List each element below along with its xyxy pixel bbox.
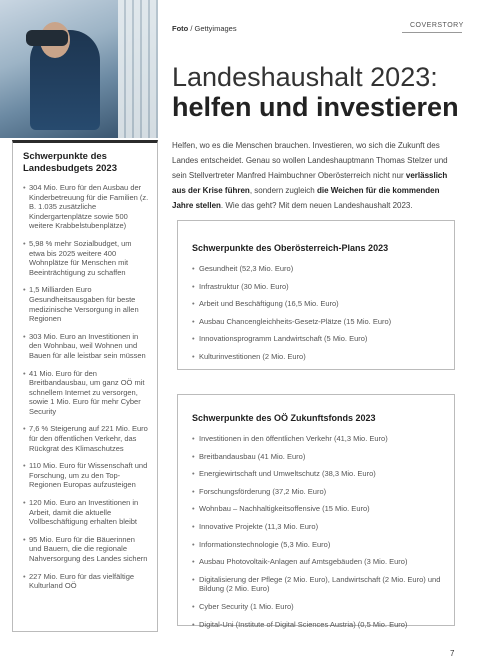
list-item: • 1,5 Milliarden Euro Gesundheitsausgaben für beste medizinische Versorgung in allen Regionen (23, 285, 149, 323)
list-item: • Cyber Security (1 Mio. Euro) (192, 602, 454, 612)
list-item: • Kulturinvestitionen (2 Mio. Euro) (192, 352, 454, 370)
list-item: • Informationstechnologie (5,3 Mio. Euro) (192, 540, 454, 550)
ooe-plan-heading: Schwerpunkte des Oberösterreich-Plans 2023 (192, 243, 389, 253)
intro-text-3: . Wie das geht? Mit dem neuen Landeshaushalt 2023. (220, 201, 413, 210)
list-item: • 120 Mio. Euro an Investitionen in Arbeit, damit die aktuelle Vollbeschäftigung erhalten bleibt (23, 498, 149, 527)
page-number: 7 (450, 649, 455, 658)
sidebar-heading: Schwerpunkte des Landesbudgets 2023 (23, 151, 117, 174)
list-item: • 304 Mio. Euro für den Ausbau der Kinderbetreuung für die Familien (z. B. 1.035 zusätzliche Kindergartenplätze sowie 500 weitere Krabbelstubenplätze) (23, 183, 149, 231)
list-item: • 303 Mio. Euro an Investitionen in den Wohnbau, weil Wohnen und Bauen für alle leistbar sein müssen (23, 332, 149, 361)
photo-background-structure (118, 0, 158, 138)
intro-text-1: Helfen, wo es die Menschen brauchen. Investieren, wo sich die Zukunft des Landes entscheidet. Genau so wollen Landeshauptmann Thomas Stelzer und sein Stellvertreter Manfred Haimbuchner Oberösterreich nicht nur (172, 141, 448, 180)
list-item: • 95 Mio. Euro für die Bäuerinnen und Bauern, die die regionale Nahversorgung des Landes sichern (23, 535, 149, 564)
ooe-plan-list (192, 264, 454, 369)
list-item: • Breitbandausbau (41 Mio. Euro) (192, 452, 454, 462)
ooe-plan-box (177, 220, 455, 370)
list-item: • Ausbau Chancengleichheits-Gesetz-Plätze (15 Mio. Euro) (192, 317, 454, 335)
list-item: • 41 Mio. Euro für den Breitbandausbau, um ganz OÖ mit schnellem Internet zu versorgen, sowie 1 Mio. Euro für mehr Cyber Security (23, 369, 149, 417)
list-item: • Forschungsförderung (37,2 Mio. Euro) (192, 487, 454, 497)
list-item: • Digital-Uni (Institute of Digital Sciences Austria) (0,5 Mio. Euro) (192, 620, 454, 630)
list-item: • 5,98 % mehr Sozialbudget, um etwa bis 2025 weitere 400 Wohnplätze für Menschen mit Beeinträchtigung zu schaffen (23, 239, 149, 277)
list-item: • Arbeit und Beschäftigung (16,5 Mio. Euro) (192, 299, 454, 317)
list-item: • Ausbau Photovoltaik-Anlagen auf Amtsgebäuden (3 Mio. Euro) (192, 557, 454, 567)
zukunftsfonds-list (192, 434, 454, 629)
list-item: • Innovationsprogramm Landwirtschaft (5 Mio. Euro) (192, 334, 454, 352)
list-item: • Wohnbau – Nachhaltigkeitsoffensive (15 Mio. Euro) (192, 504, 454, 514)
photo-credit-label: Foto (172, 24, 189, 33)
list-item: • Innovative Projekte (11,3 Mio. Euro) (192, 522, 454, 532)
intro-text-2: , sondern zugleich (249, 186, 317, 195)
list-item: • Energiewirtschaft und Umweltschutz (38,3 Mio. Euro) (192, 469, 454, 479)
list-item: • Gesundheit (52,3 Mio. Euro) (192, 264, 454, 282)
photo-credit-source: / Gettyimages (188, 24, 237, 33)
page-title-line1: Landeshaushalt 2023: (172, 62, 438, 92)
zukunftsfonds-heading: Schwerpunkte des OÖ Zukunftsfonds 2023 (192, 413, 376, 423)
page-title-line2: helfen und investieren (172, 92, 459, 122)
cover-photo (0, 0, 158, 138)
section-tag-underline (402, 32, 462, 33)
intro-bold-2: die Weichen für die kommenden Jahre stellen (172, 186, 440, 210)
intro-paragraph (172, 138, 460, 213)
list-item: • 7,6 % Steigerung auf 221 Mio. Euro für den öffentlichen Verkehr, das Rückgrat des Klimaschutzes (23, 424, 149, 453)
vr-headset-icon (26, 30, 68, 46)
budget-sidebar (12, 140, 158, 632)
intro-bold-1: verlässlich aus der Krise führen (172, 171, 448, 195)
list-item: • Infrastruktur (30 Mio. Euro) (192, 282, 454, 300)
list-item: • Digitalisierung der Pflege (2 Mio. Euro), Landwirtschaft (2 Mio. Euro) und Bildung (2 Mio. Euro) (192, 575, 454, 594)
section-tag: COVERSTORY (410, 22, 464, 29)
zukunftsfonds-box (177, 394, 455, 629)
list-item: • 227 Mio. Euro für das vielfältige Kulturland OÖ (23, 572, 149, 591)
list-item: • Investitionen in den öffentlichen Verkehr (41,3 Mio. Euro) (192, 434, 454, 444)
photo-credit (172, 24, 237, 33)
list-item: • 110 Mio. Euro für Wissenschaft und Forschung, um zu den Top-Regionen Europas aufzusteigen (23, 461, 149, 490)
sidebar-list (13, 183, 157, 591)
